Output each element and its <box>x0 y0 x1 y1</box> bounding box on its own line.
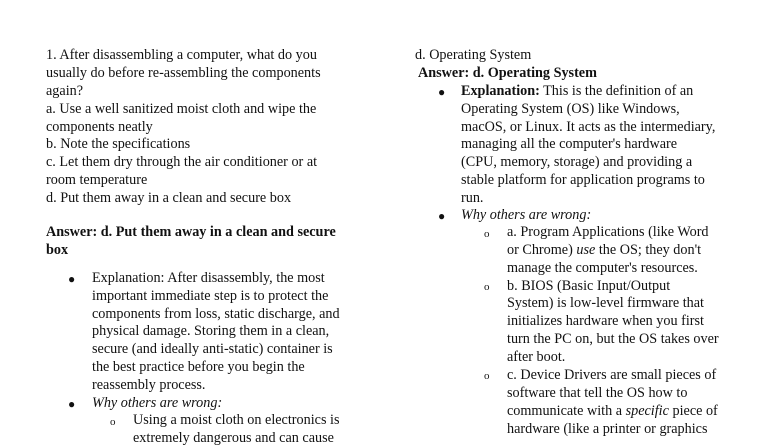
sub-point-line: extremely dangerous and can cause <box>133 430 334 446</box>
option-b: b. Note the specifications <box>46 136 191 152</box>
sub-point-c: c. Device Drivers are small pieces of <box>507 367 717 383</box>
explanation-line: secure (and ideally anti-static) container is <box>92 341 333 357</box>
explanation-line <box>461 83 693 101</box>
explanation-line: managing all the computer's hardware <box>461 136 678 152</box>
explanation-line: reassembly process. <box>92 377 206 393</box>
sub-point-a: a. Program Applications (like Word <box>507 224 709 240</box>
option-a: components neatly <box>46 119 153 135</box>
question-line: again? <box>46 83 84 99</box>
sub-point-text: piece of <box>668 403 718 419</box>
explanation-line: run. <box>461 190 484 206</box>
explanation-line: (CPU, memory, storage) and providing a <box>461 154 693 170</box>
sub-point-line: Using a moist cloth on electronics is <box>133 412 340 428</box>
explanation-line: macOS, or Linux. It acts as the intermediary, <box>461 119 716 135</box>
option-c: room temperature <box>46 172 148 188</box>
sub-point-emphasis: use <box>576 242 596 258</box>
sub-point-a <box>507 242 701 260</box>
option-d: d. Put them away in a clean and secure box <box>46 190 292 206</box>
sub-point-b: initializes hardware when you first <box>507 313 704 329</box>
explanation-text: This is the definition of an <box>539 83 694 99</box>
sub-point-a: manage the computer's resources. <box>507 260 698 276</box>
explanation-line: Explanation: After disassembly, the most <box>92 270 325 286</box>
explanation-line: important immediate step is to protect the <box>92 288 329 304</box>
option-a: a. Use a well sanitized moist cloth and wipe the <box>46 101 317 117</box>
option-c: c. Let them dry through the air conditioner or at <box>46 154 318 170</box>
sub-point-c: software that tell the OS how to <box>507 385 688 401</box>
sub-point-b: System) is low-level firmware that <box>507 295 704 311</box>
why-others-wrong-label: Why others are wrong: <box>461 207 592 223</box>
explanation-line: components from loss, static discharge, and <box>92 306 340 322</box>
sub-point-text: communicate with a <box>507 403 626 419</box>
option-d-text: d. Operating System <box>415 47 532 63</box>
bullet-icon: ● <box>438 209 446 223</box>
answer-heading: Answer: d. Operating System <box>418 65 597 81</box>
explanation-line: physical damage. Storing them in a clean, <box>92 323 330 339</box>
explanation-line: the best practice before you begin the <box>92 359 305 375</box>
sub-point-c <box>507 403 718 421</box>
sub-point-b: turn the PC on, but the OS takes over <box>507 331 719 347</box>
answer-line: box <box>46 242 69 258</box>
question-line: 1. After disassembling a computer, what do you <box>46 47 317 63</box>
explanation-line: stable platform for application programs to <box>461 172 705 188</box>
sub-point-emphasis: specific <box>625 403 669 419</box>
why-others-wrong-label: Why others are wrong: <box>92 395 223 411</box>
sub-point-text: the OS; they don't <box>595 242 702 258</box>
sub-bullet-icon: o <box>484 370 490 382</box>
bullet-icon: ● <box>438 85 446 99</box>
bullet-icon: ● <box>68 272 76 286</box>
explanation-label: Explanation: <box>461 83 540 99</box>
sub-bullet-icon: o <box>484 228 490 240</box>
sub-point-text: or Chrome) <box>507 242 577 258</box>
explanation-line: Operating System (OS) like Windows, <box>461 101 680 117</box>
sub-bullet-icon: o <box>110 416 116 428</box>
sub-point-c: hardware (like a printer or graphics <box>507 421 708 437</box>
sub-point-b: after boot. <box>507 349 566 365</box>
question-line: usually do before re-assembling the components <box>46 65 321 81</box>
sub-bullet-icon: o <box>484 281 490 293</box>
bullet-icon: ● <box>68 397 76 411</box>
sub-point-b: b. BIOS (Basic Input/Output <box>507 278 671 294</box>
answer-line: Answer: d. Put them away in a clean and secure <box>46 224 336 240</box>
